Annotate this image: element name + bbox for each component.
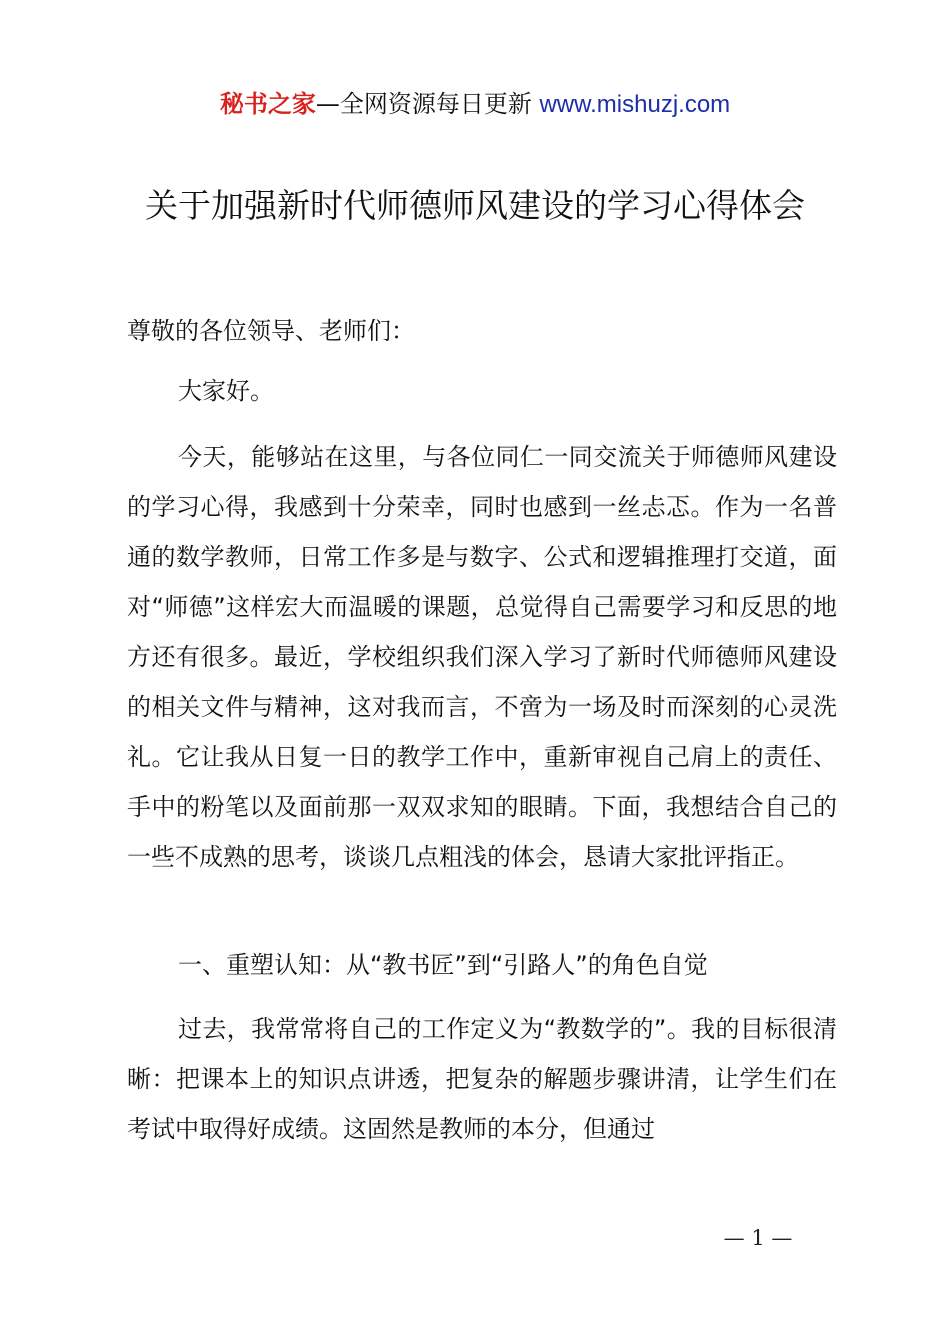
banner-slogan: —全网资源每日更新 (315, 90, 532, 118)
page-number: — 1 — (723, 1226, 793, 1250)
greeting: 大家好。 (178, 377, 274, 405)
site-banner (0, 86, 950, 123)
document-title: 关于加强新时代师德师风建设的学习心得体会 (145, 186, 805, 225)
section1-paragraph: 过去，我常常将自己的工作定义为“教数学的”。我的目标很清晰：把课本上的知识点讲透，把复杂的解题步骤讲清，让学生们在考试中取得好成绩。这固然是教师的本分，但通过 (127, 1015, 837, 1143)
section-heading-1: 一、重塑认知：从“教书匠”到“引路人”的角色自觉 (178, 951, 708, 979)
intro-paragraph: 今天，能够站在这里，与各位同仁一同交流关于师德师风建设的学习心得，我感到十分荣幸，同时也感到一丝忐忑。作为一名普通的数学教师，日常工作多是与数字、公式和逻辑推理打交道，面对“师德”这样宏大而温暖的课题，总觉得自己需要学习和反思的地方还有很多。最近，学校组织我们深入学习了新时代师德师风建设的相关文件与精神，这对我而言，不啻为一场及时而深刻的心灵洗礼。它让我从日复一日的教学工作中，重新审视自己肩上的责任、手中的粉笔以及面前那一双双求知的眼睛。下面，我想结合自己的一些不成熟的思考，谈谈几点粗浅的体会，恳请大家批评指正。 (127, 443, 837, 871)
banner-brand: 秘书之家 (219, 90, 316, 118)
salutation: 尊敬的各位领导、老师们： (127, 317, 415, 345)
banner-url-link[interactable]: www.mishuzj.com (539, 91, 731, 118)
